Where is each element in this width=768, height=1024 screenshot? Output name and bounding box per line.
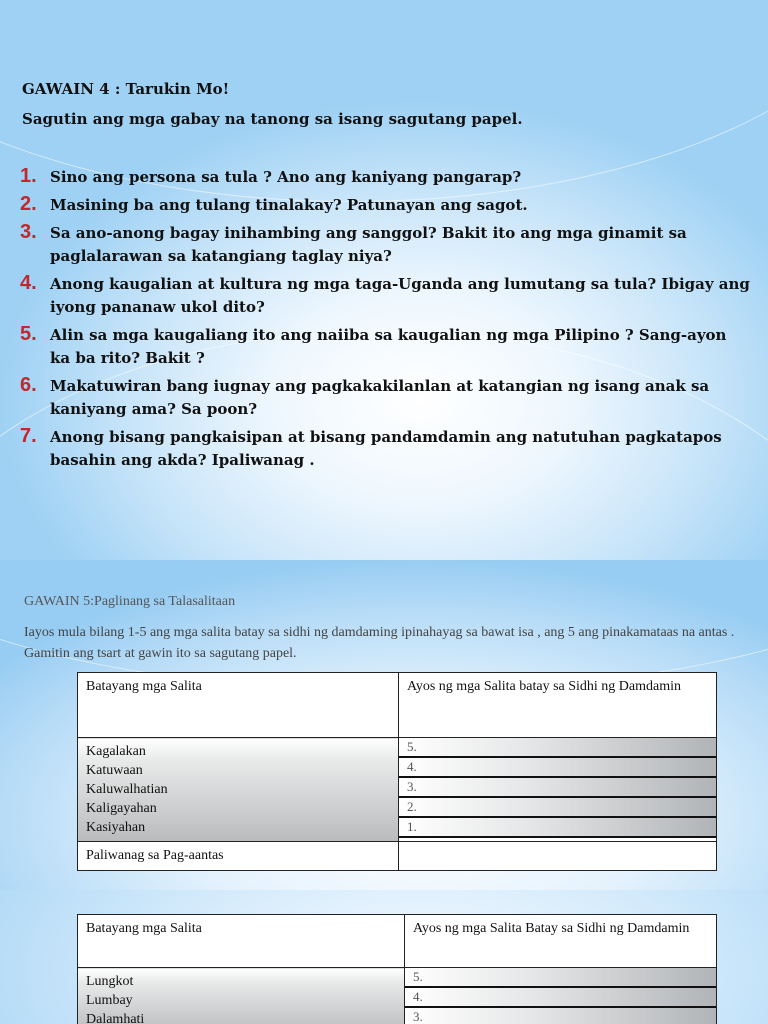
column-header-words: Batayang mga Salita: [78, 673, 399, 738]
gawain4-title: GAWAIN 4 : Tarukin Mo!: [22, 80, 230, 98]
word-item: Kaluwalhatian: [86, 782, 168, 797]
column-header-order: Ayos ng mga Salita batay sa Sidhi ng Damdamin: [399, 673, 717, 738]
question-item: [20, 426, 750, 472]
question-item: [20, 273, 750, 319]
question-item: [20, 166, 750, 189]
question-item: [20, 194, 750, 217]
rank-slot[interactable]: 1.: [399, 818, 716, 838]
rank-slot[interactable]: 5.: [405, 968, 716, 988]
question-text: Sino ang persona sa tula ? Ano ang kaniyang pangarap?: [50, 168, 522, 186]
explanation-label: Paliwanag sa Pag-aantas: [78, 842, 399, 871]
question-item: [20, 375, 750, 421]
rank-slot[interactable]: 5.: [399, 738, 716, 758]
column-header-order: Ayos ng mga Salita Batay sa Sidhi ng Damdamin: [405, 915, 717, 968]
gawain5-instruction: Iayos mula bilang 1-5 ang mga salita batay sa sidhi ng damdaming ipinahayag sa bawat isa , ang 5 ang pinakamataas na antas . Gamitin ang tsart at gawin ito sa sagutang papel.: [24, 625, 735, 661]
word-item: Kaligayahan: [86, 801, 157, 816]
words-cell: [78, 738, 399, 842]
rank-slot[interactable]: 4.: [405, 988, 716, 1008]
ranking-table-2: [77, 914, 717, 1024]
rank-slot[interactable]: 3.: [399, 778, 716, 798]
question-number: 3.: [20, 221, 37, 243]
question-item: [20, 222, 750, 268]
question-number: 5.: [20, 323, 37, 345]
question-text: Makatuwiran bang iugnay ang pagkakakilanlan at katangian ng isang anak sa kaniyang ama? Sa poon?: [50, 377, 710, 418]
question-number: 4.: [20, 272, 37, 294]
ranking-table-1: [77, 672, 717, 871]
question-number: 2.: [20, 193, 37, 215]
rank-slot[interactable]: 2.: [399, 798, 716, 818]
rank-cell: [399, 738, 717, 842]
words-cell: [78, 968, 405, 1024]
question-item: [20, 324, 750, 370]
question-number: 7.: [20, 425, 37, 447]
word-item: Kagalakan: [86, 744, 146, 759]
question-list: [20, 166, 750, 477]
explanation-field[interactable]: [399, 842, 717, 871]
rank-slot[interactable]: 4.: [399, 758, 716, 778]
word-item: Dalamhati: [86, 1012, 145, 1024]
column-header-words: Batayang mga Salita: [78, 915, 405, 968]
word-item: Lungkot: [86, 974, 134, 989]
rank-slot[interactable]: 3.: [405, 1008, 716, 1024]
slide-gawain-5: [0, 560, 768, 890]
slide-gawain-5-continued: [0, 890, 768, 1024]
word-item: Kasiyahan: [86, 820, 146, 835]
question-text: Alin sa mga kaugaliang ito ang naiiba sa kaugalian ng mga Pilipino ? Sang-ayon ka ba rito? Bakit ?: [50, 326, 727, 367]
gawain5-title: GAWAIN 5:Paglinang sa Talasalitaan: [24, 594, 236, 609]
gawain4-instruction: Sagutin ang mga gabay na tanong sa isang sagutang papel.: [22, 110, 523, 128]
question-number: 1.: [20, 165, 37, 187]
question-text: Anong kaugalian at kultura ng mga taga-Uganda ang lumutang sa tula? Ibigay ang iyong pananaw ukol dito?: [50, 275, 750, 316]
word-item: Lumbay: [86, 993, 133, 1008]
question-text: Anong bisang pangkaisipan at bisang pandamdamin ang natutuhan pagkatapos basahin ang akda? Ipaliwanag .: [50, 428, 722, 469]
rank-cell: [405, 968, 717, 1024]
question-number: 6.: [20, 374, 37, 396]
question-text: Masining ba ang tulang tinalakay? Patunayan ang sagot.: [50, 196, 528, 214]
word-item: Katuwaan: [86, 763, 143, 778]
question-text: Sa ano-anong bagay inihambing ang sanggol? Bakit ito ang mga ginamit sa paglalarawan sa katangiang taglay niya?: [50, 224, 687, 265]
